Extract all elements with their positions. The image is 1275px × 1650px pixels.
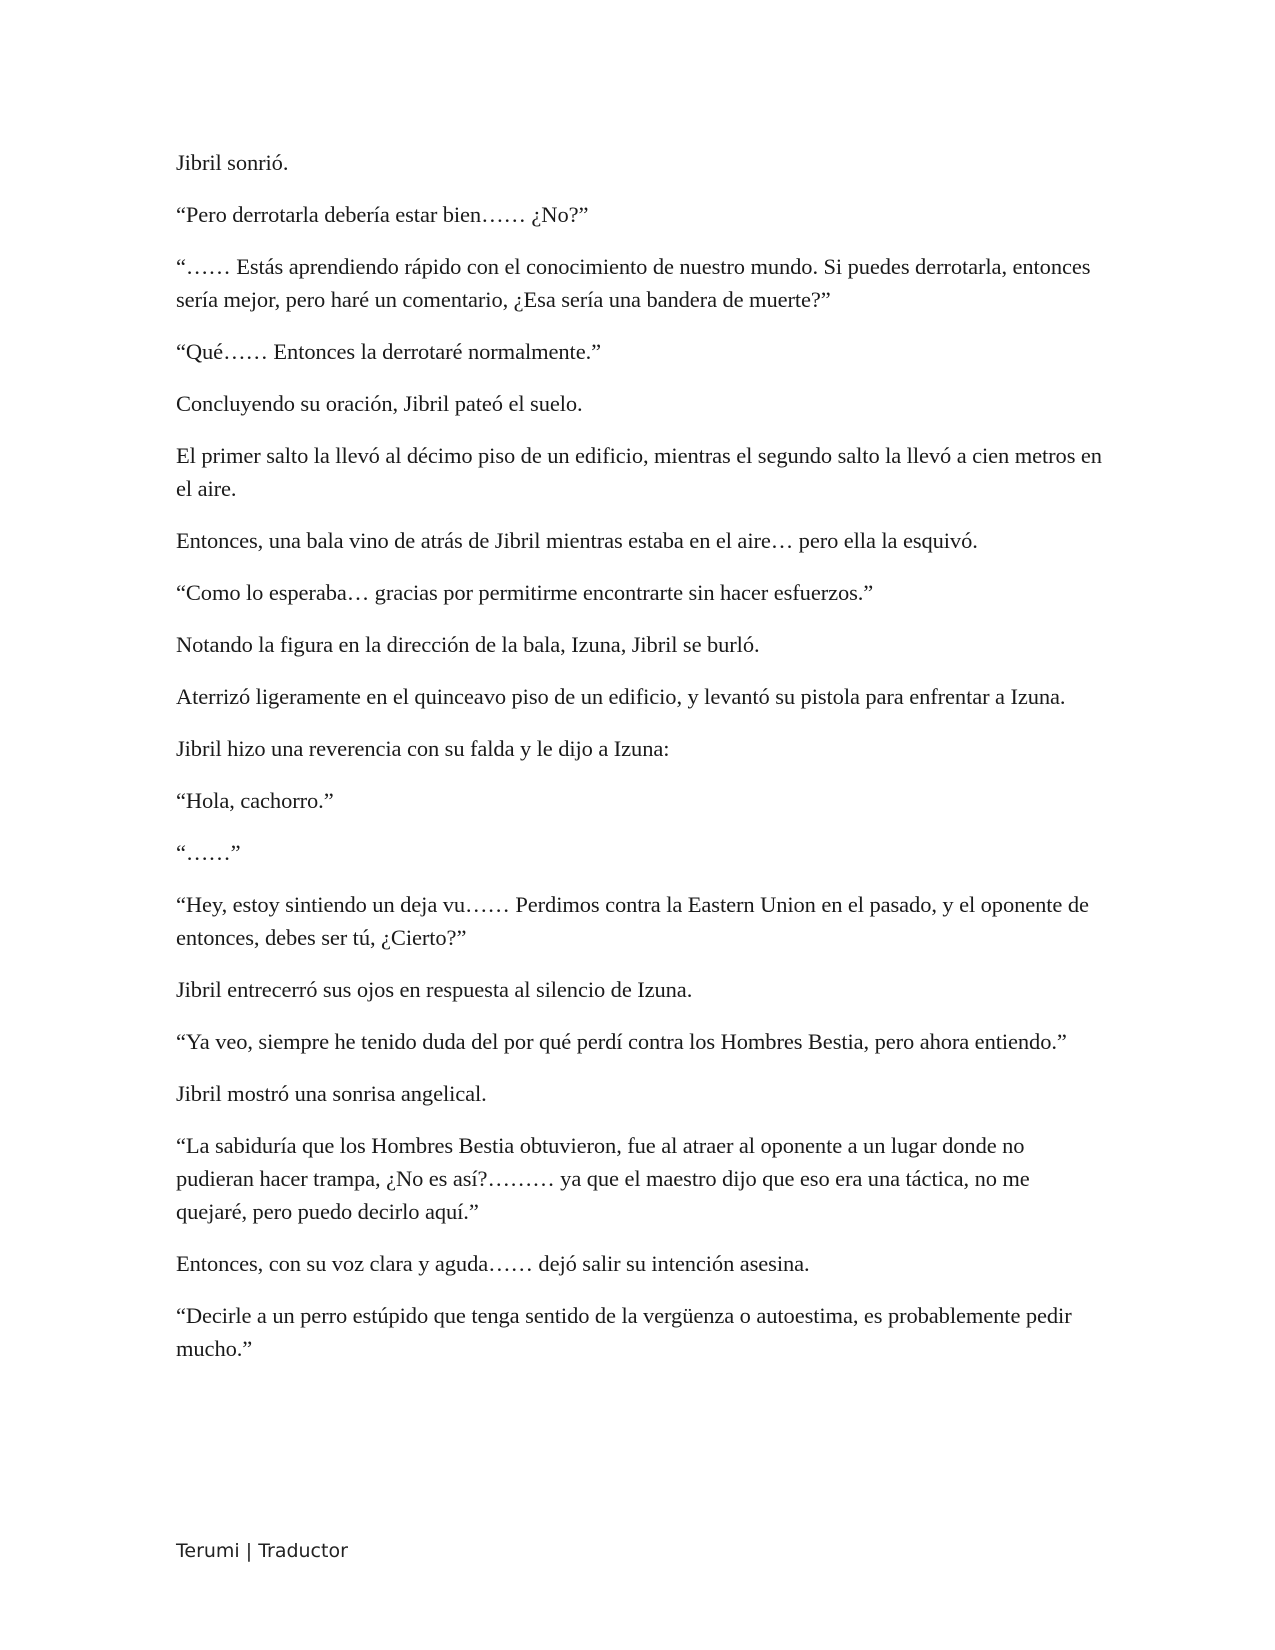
paragraph: “La sabiduría que los Hombres Bestia obtuvieron, fue al atraer al oponente a un lugar donde no pudieran hacer trampa, ¿No es así?……… ya que el maestro dijo que eso era una táctica, no me quejaré, pero puedo decirlo aquí.”: [176, 1133, 1030, 1224]
paragraph: Jibril mostró una sonrisa angelical.: [176, 1081, 487, 1106]
paragraph: “…… Estás aprendiendo rápido con el conocimiento de nuestro mundo. Si puedes derrotarla, entonces sería mejor, pero haré un comentario, ¿Esa sería una bandera de muerte?”: [176, 254, 1091, 312]
paragraph: Entonces, con su voz clara y aguda…… dejó salir su intención asesina.: [176, 1251, 810, 1276]
paragraph: “Hola, cachorro.”: [176, 788, 334, 813]
page-footer: Terumi | Traductor: [176, 1540, 348, 1562]
paragraph: “Hey, estoy sintiendo un deja vu…… Perdimos contra la Eastern Union en el pasado, y el oponente de entonces, debes ser tú, ¿Cierto?”: [176, 892, 1089, 950]
paragraph: Aterrizó ligeramente en el quinceavo piso de un edificio, y levantó su pistola para enfrentar a Izuna.: [176, 684, 1066, 709]
paragraph: Concluyendo su oración, Jibril pateó el suelo.: [176, 391, 583, 416]
paragraph: “Como lo esperaba… gracias por permitirme encontrarte sin hacer esfuerzos.”: [176, 580, 874, 605]
document-body: [176, 146, 1106, 1384]
paragraph: “Decirle a un perro estúpido que tenga sentido de la vergüenza o autoestima, es probablemente pedir mucho.”: [176, 1303, 1072, 1361]
paragraph: “……”: [176, 840, 241, 865]
paragraph: Jibril sonrió.: [176, 150, 289, 175]
paragraph: “Ya veo, siempre he tenido duda del por qué perdí contra los Hombres Bestia, pero ahora entiendo.”: [176, 1029, 1067, 1054]
paragraph: Entonces, una bala vino de atrás de Jibril mientras estaba en el aire… pero ella la esquivó.: [176, 528, 978, 553]
paragraph: Notando la figura en la dirección de la bala, Izuna, Jibril se burló.: [176, 632, 760, 657]
paragraph: “Qué…… Entonces la derrotaré normalmente.”: [176, 339, 601, 364]
paragraph: El primer salto la llevó al décimo piso de un edificio, mientras el segundo salto la llevó a cien metros en el aire.: [176, 443, 1102, 501]
paragraph: “Pero derrotarla debería estar bien…… ¿No?”: [176, 202, 589, 227]
paragraph: Jibril hizo una reverencia con su falda y le dijo a Izuna:: [176, 736, 670, 761]
paragraph: Jibril entrecerró sus ojos en respuesta al silencio de Izuna.: [176, 977, 693, 1002]
